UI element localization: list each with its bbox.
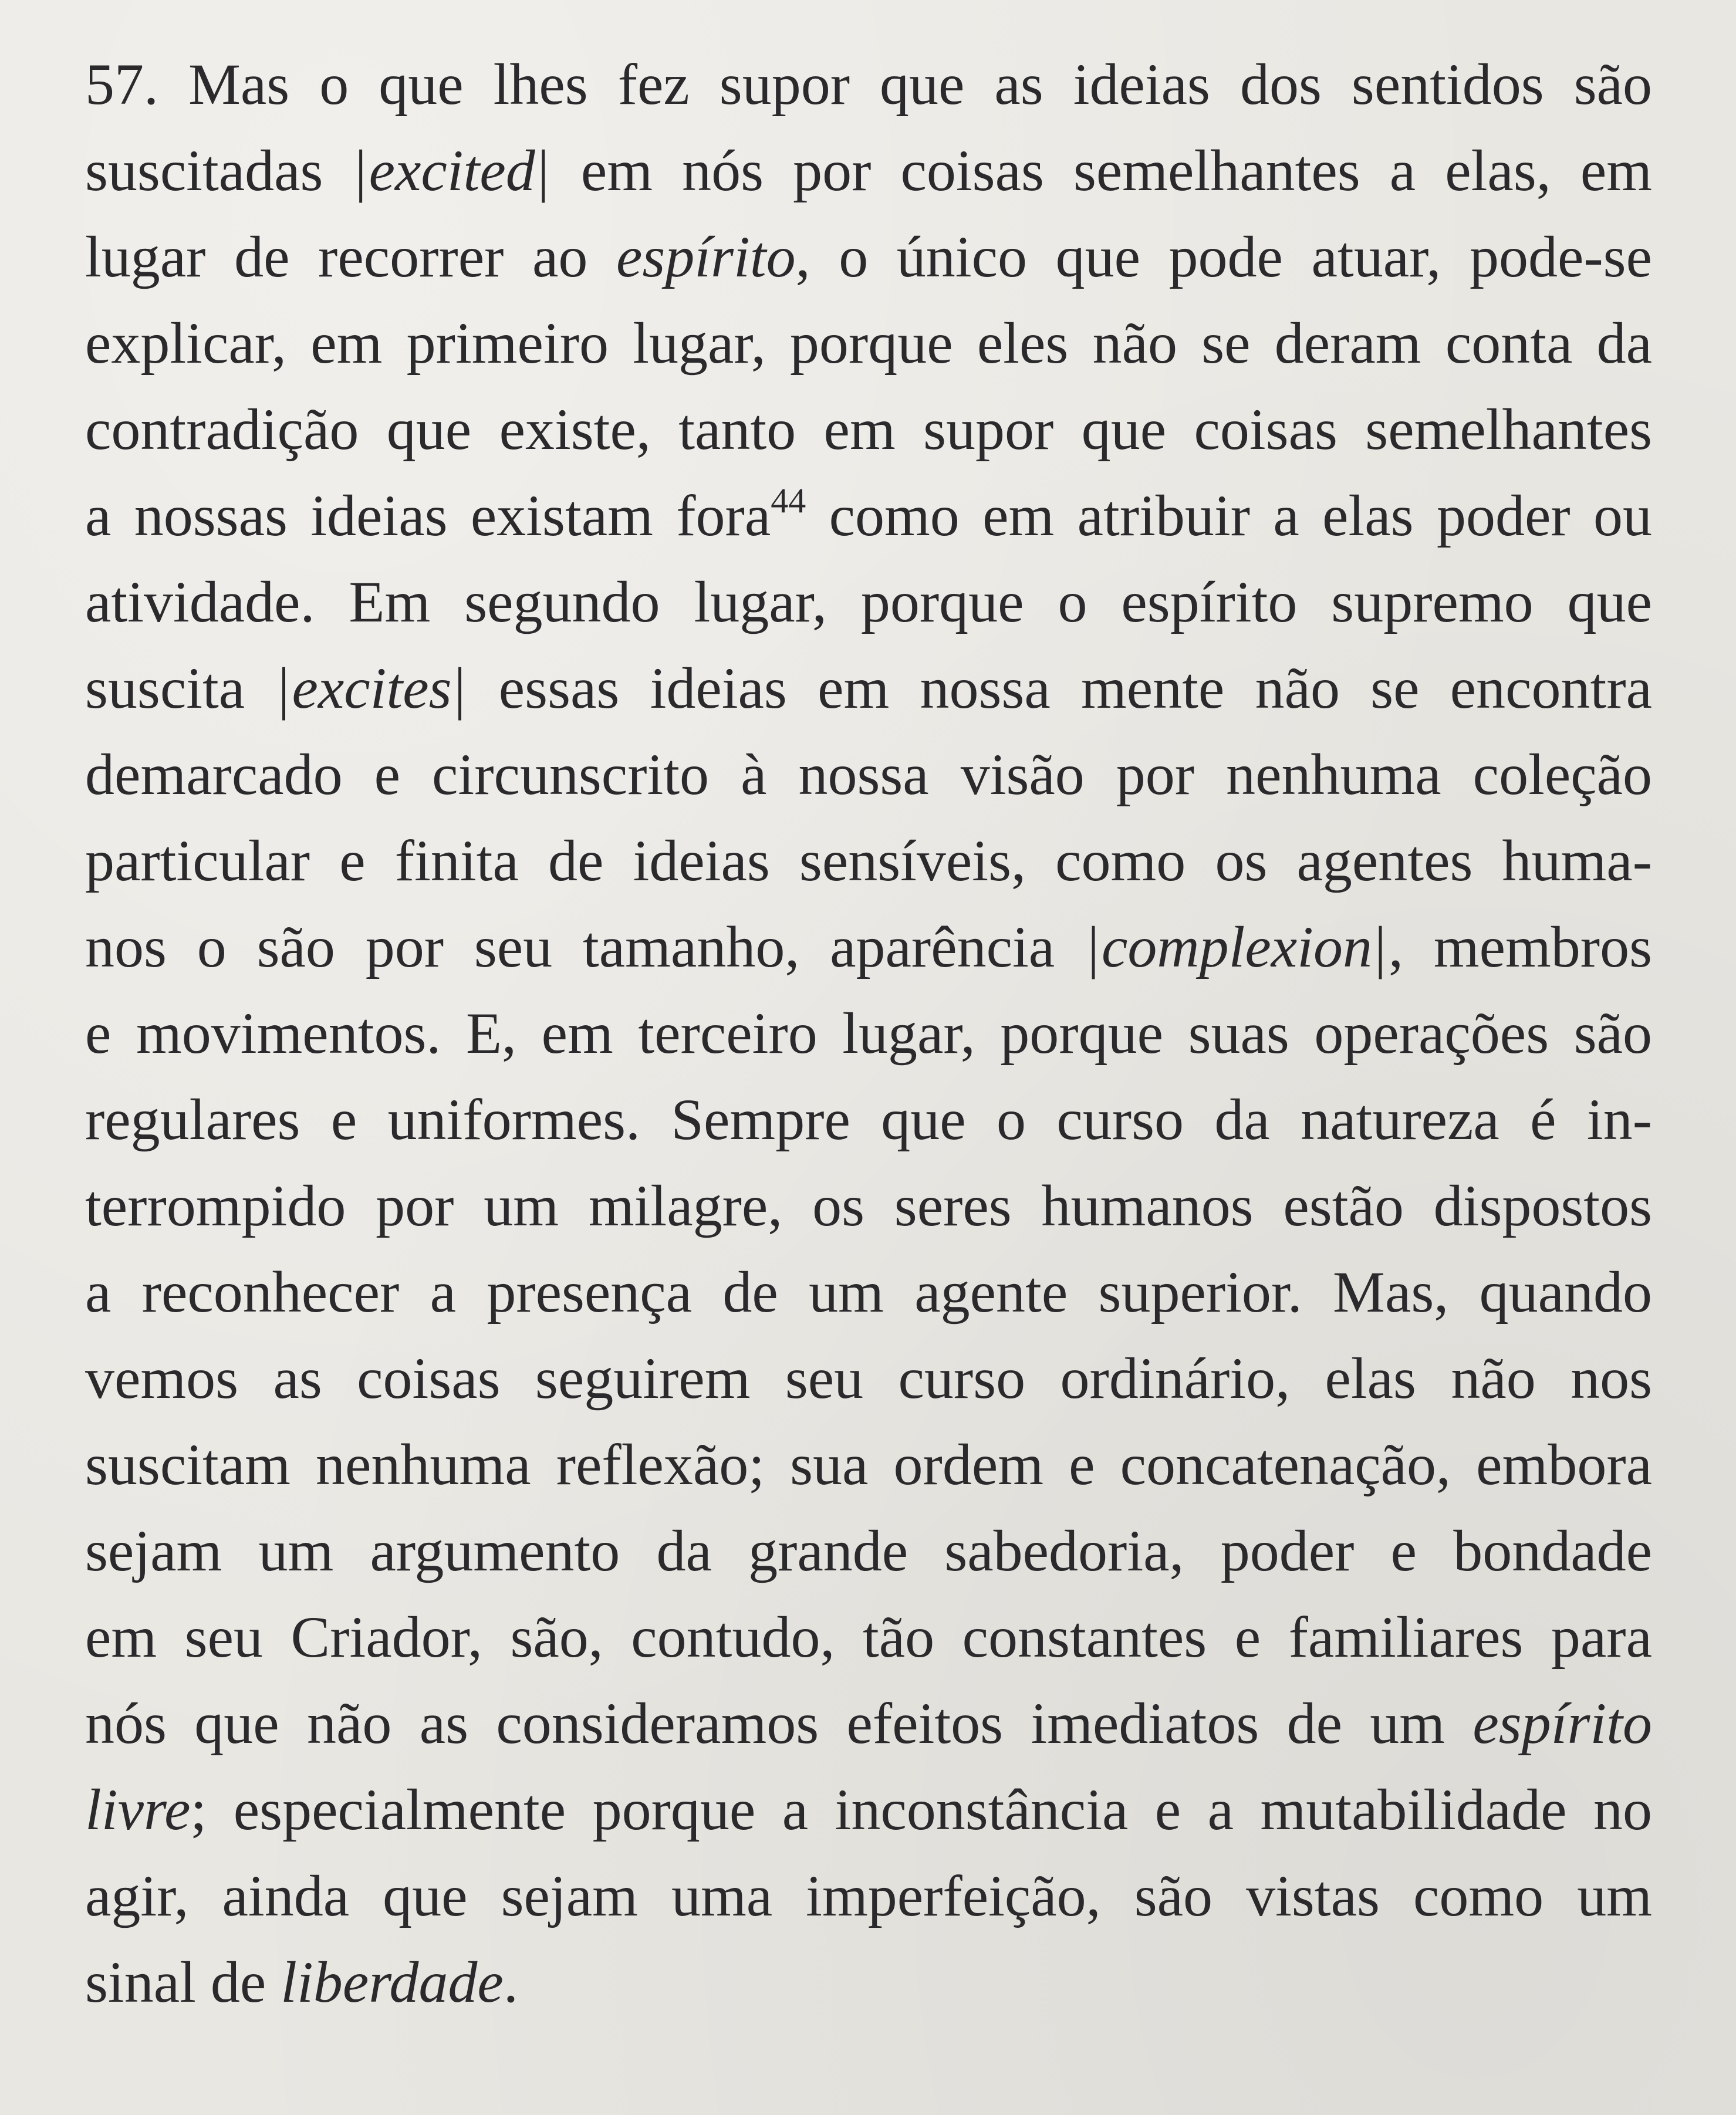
footnote-reference: 44 (771, 481, 806, 520)
text-run: a nossas ideias existam fora (85, 483, 771, 548)
text-line (85, 1939, 1652, 2025)
text-run: nos o são por seu tamanho, aparência (85, 914, 1085, 979)
text-run: suscita (85, 656, 276, 721)
text-line (85, 1335, 1652, 1421)
text-run: explicar, em primeiro lugar, porque eles não se deram conta da (85, 310, 1652, 376)
text-run: particular e finita de ideias sensíveis, como os agentes huma- (85, 828, 1652, 893)
text-line (85, 1421, 1652, 1508)
text-run: atividade. Em segundo lugar, porque o espírito supremo que (85, 569, 1652, 634)
text-line (85, 1853, 1652, 1939)
text-run: lugar de recorrer ao (85, 224, 617, 289)
text-line (85, 214, 1652, 300)
bracket-bar: | (454, 656, 466, 721)
text-run: como em atribuir a elas poder ou (806, 483, 1652, 548)
bracket-bar: | (537, 138, 549, 203)
italic-term: espírito (1472, 1691, 1652, 1756)
text-run: regulares e uniformes. Sempre que o curso da natureza é in- (85, 1087, 1652, 1152)
text-run: vemos as coisas seguirem seu curso ordinário, elas não nos (85, 1346, 1652, 1411)
italic-term: excites (292, 656, 452, 721)
bracket-bar: | (354, 138, 367, 203)
text-run: , o único que pode atuar, pode-se (795, 224, 1652, 289)
text-run: 57. Mas o que lhes fez supor que as ideias dos sentidos são (85, 52, 1652, 117)
text-run: e movimentos. E, em terceiro lugar, porque suas operações são (85, 1001, 1652, 1066)
italic-term: espírito (616, 224, 796, 289)
text-run: sejam um argumento da grande sabedoria, poder e bondade (85, 1518, 1652, 1583)
text-line (85, 1163, 1652, 1249)
text-run: contradição que existe, tanto em supor que coisas semelhantes (85, 397, 1652, 462)
text-line (85, 817, 1652, 904)
text-line (85, 300, 1652, 386)
text-run: ; especialmente porque a inconstância e a mutabilidade no (190, 1777, 1652, 1842)
text-line (85, 1508, 1652, 1594)
italic-term: livre (85, 1777, 191, 1842)
text-line (85, 1076, 1652, 1163)
text-line (85, 645, 1652, 731)
text-run: em seu Criador, são, contudo, tão constantes e familiares para (85, 1604, 1652, 1670)
text-run: agir, ainda que sejam uma imperfeição, são vistas como um (85, 1863, 1652, 1928)
text-run: . (503, 1950, 518, 2015)
text-line (85, 386, 1652, 472)
text-run: essas ideias em nossa mente não se encontra (468, 656, 1652, 721)
text-line (85, 41, 1652, 127)
text-run: em nós por coisas semelhantes a elas, em (551, 138, 1652, 203)
bracket-bar: | (1374, 914, 1386, 979)
text-line (85, 472, 1652, 559)
paragraph-57 (85, 41, 1652, 2025)
text-run: suscitam nenhuma reflexão; sua ordem e concatenação, embora (85, 1432, 1652, 1497)
italic-term: excited (369, 138, 535, 203)
italic-term: complexion (1102, 914, 1372, 979)
italic-term: liberdade (281, 1950, 504, 2015)
text-run: nós que não as consideramos efeitos imediatos de um (85, 1691, 1473, 1756)
text-run: terrompido por um milagre, os seres humanos estão dispostos (85, 1173, 1652, 1238)
text-run: suscitadas (85, 138, 353, 203)
text-run: demarcado e circunscrito à nossa visão por nenhuma coleção (85, 742, 1652, 807)
bracket-bar: | (1087, 914, 1100, 979)
text-line (85, 559, 1652, 645)
text-run: a reconhecer a presença de um agente superior. Mas, quando (85, 1259, 1652, 1325)
text-line (85, 1594, 1652, 1680)
text-line (85, 990, 1652, 1076)
text-line (85, 1680, 1652, 1766)
text-line (85, 1249, 1652, 1335)
text-line (85, 127, 1652, 214)
text-line (85, 1766, 1652, 1853)
text-line (85, 731, 1652, 817)
bracket-bar: | (278, 656, 290, 721)
text-run: sinal de (85, 1950, 281, 2015)
text-run: , membros (1389, 914, 1652, 979)
text-line (85, 904, 1652, 990)
